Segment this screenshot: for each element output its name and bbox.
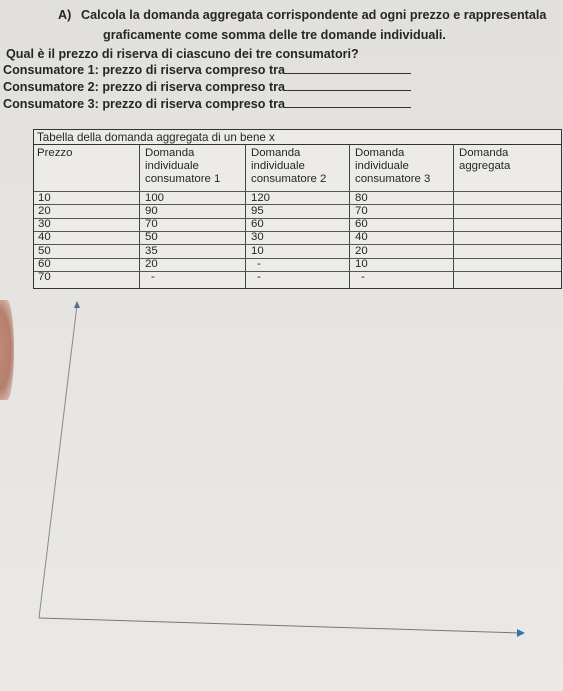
- table-cell: 10: [38, 191, 51, 204]
- header-text: Domanda: [251, 147, 301, 159]
- table-cell: -: [257, 258, 261, 270]
- table-cell: 70: [145, 218, 158, 231]
- table-cell: -: [257, 271, 261, 284]
- table-cell: 60: [38, 258, 51, 270]
- table-cell: 95: [251, 204, 264, 217]
- table-cell: 80: [355, 191, 368, 204]
- reservation-price-question: Qual è il prezzo di riserva di ciascuno dei tre consumatori?: [6, 47, 359, 61]
- header-text: consumatore 3: [355, 173, 431, 185]
- table-caption: Tabella della domanda aggregata di un bene x: [37, 131, 275, 144]
- table-cell: 40: [355, 231, 368, 244]
- header-text: Domanda: [459, 147, 509, 159]
- header-text: Domanda: [355, 147, 405, 159]
- table-cell: 30: [38, 218, 51, 231]
- header-text: individuale: [251, 160, 305, 172]
- table-cell: 60: [355, 218, 368, 231]
- consumer-2-label: Consumatore 2: prezzo di riserva compreso tra: [3, 80, 286, 94]
- y-axis-arrow-icon: [74, 301, 80, 308]
- x-axis: [39, 618, 520, 633]
- title-line-1: Calcola la domanda aggregata corrispondente ad ogni prezzo e rappresentala: [81, 8, 547, 22]
- table-cell: -: [151, 271, 155, 284]
- table-cell: 90: [145, 204, 158, 217]
- table-cell: 20: [145, 258, 158, 270]
- table-cell: 30: [251, 231, 264, 244]
- table-cell: 20: [355, 244, 368, 257]
- header-text: individuale: [355, 160, 409, 172]
- consumer-3-label: Consumatore 3: prezzo di riserva compreso tra: [3, 97, 286, 111]
- title-line-2: graficamente come somma delle tre domande individuali.: [103, 28, 446, 42]
- header-text: individuale: [145, 160, 199, 172]
- table-cell: 10: [251, 244, 264, 257]
- table-cell: 20: [38, 204, 51, 217]
- table-cell: 60: [251, 218, 264, 231]
- table-cell: 50: [38, 244, 51, 257]
- table-cell: -: [361, 271, 365, 284]
- header-text: consumatore 2: [251, 173, 327, 185]
- y-axis: [39, 305, 77, 618]
- consumer-1-label: Consumatore 1: prezzo di riserva compreso tra: [3, 63, 286, 77]
- x-axis-arrow-icon: [517, 629, 525, 637]
- table-cell: 70: [355, 204, 368, 217]
- table-cell: 120: [251, 191, 271, 204]
- table-cell: 40: [38, 231, 51, 244]
- table-cell: 70: [38, 271, 51, 284]
- header-text: Domanda: [145, 147, 195, 159]
- header-text: Prezzo: [37, 147, 73, 159]
- header-text: aggregata: [459, 160, 511, 172]
- table-cell: 100: [145, 191, 165, 204]
- exercise-label: A): [58, 8, 72, 22]
- table-cell: 10: [355, 258, 368, 270]
- header-text: consumatore 1: [145, 173, 221, 185]
- table-cell: 35: [145, 244, 158, 257]
- table-cell: 50: [145, 231, 158, 244]
